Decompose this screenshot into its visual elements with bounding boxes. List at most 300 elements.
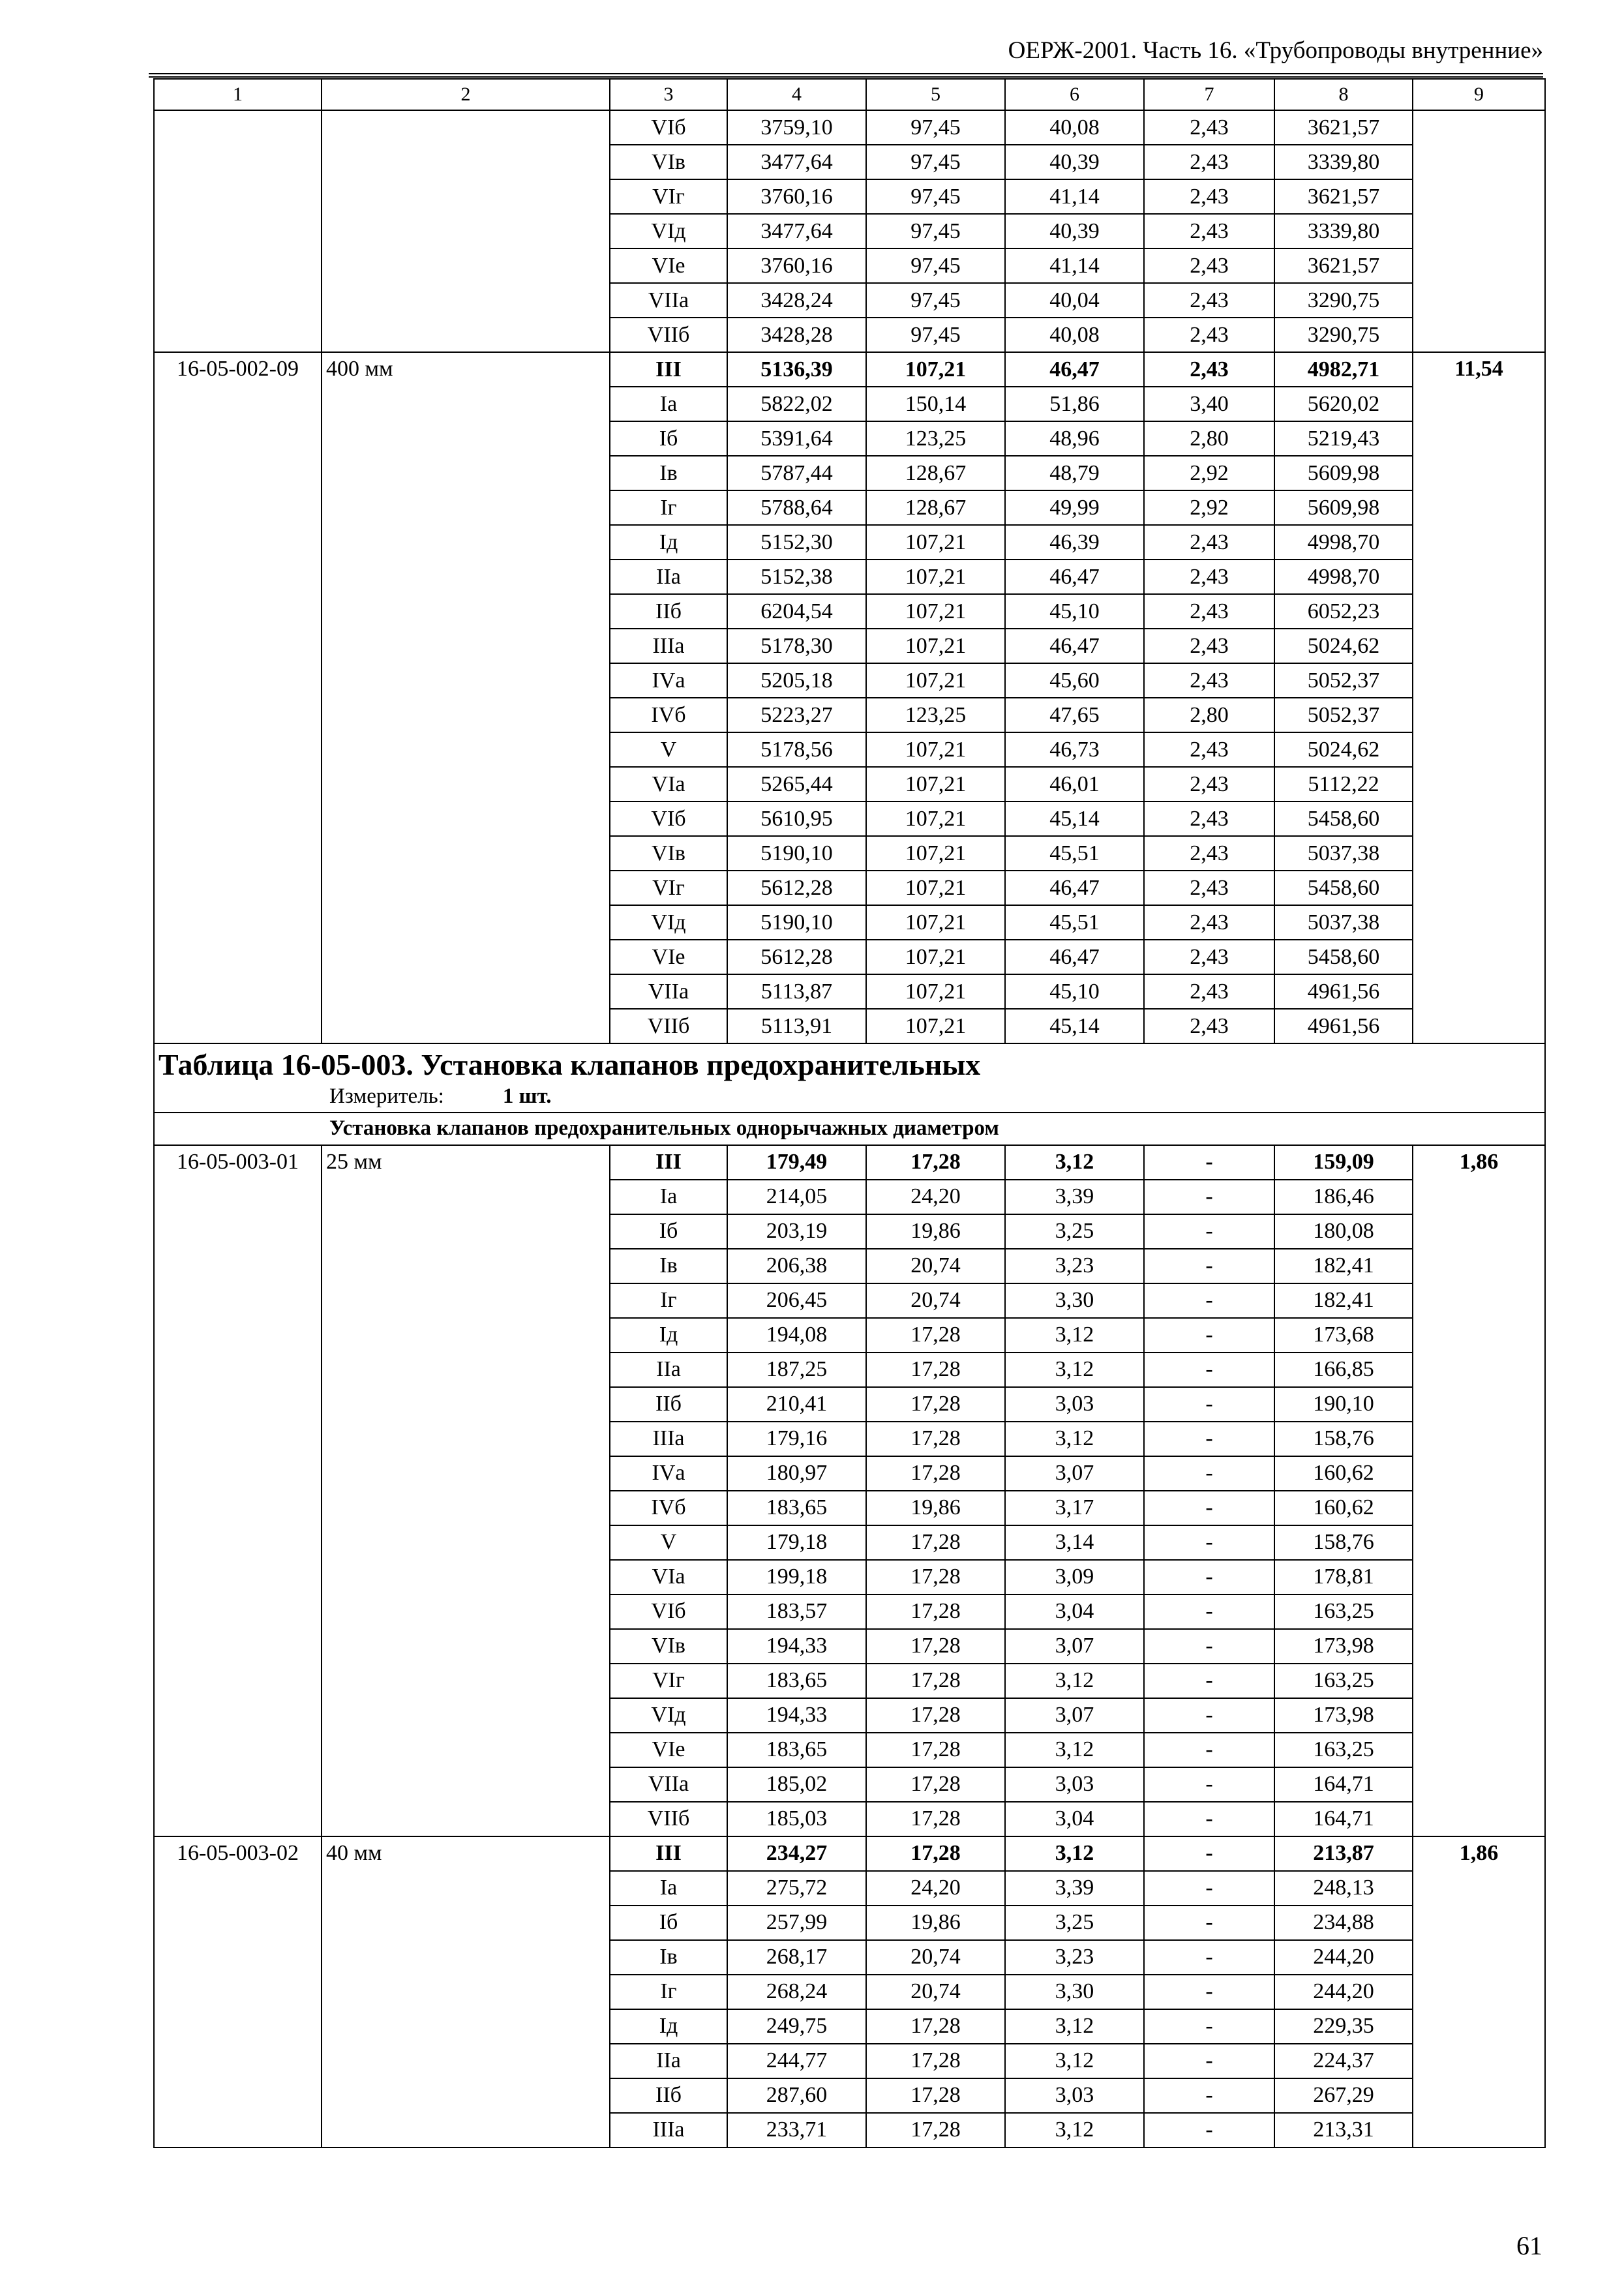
value-cell: 287,60 bbox=[727, 2078, 866, 2113]
value-cell: - bbox=[1144, 1594, 1274, 1629]
value-cell: 244,20 bbox=[1274, 1975, 1413, 2009]
value-cell: 233,71 bbox=[727, 2113, 866, 2147]
value-cell: 2,43 bbox=[1144, 871, 1274, 905]
value-cell: 19,86 bbox=[866, 1214, 1005, 1249]
value-cell: 183,57 bbox=[727, 1594, 866, 1629]
value-cell: - bbox=[1144, 1871, 1274, 1906]
value-cell: 3,17 bbox=[1005, 1491, 1144, 1525]
value-cell: 107,21 bbox=[866, 905, 1005, 940]
value-cell: 5265,44 bbox=[727, 767, 866, 801]
value-cell: 46,47 bbox=[1005, 871, 1144, 905]
value-cell: 5178,56 bbox=[727, 732, 866, 767]
value-cell: 17,28 bbox=[866, 1422, 1005, 1456]
value-cell: 45,10 bbox=[1005, 594, 1144, 629]
measure-label: Измеритель: bbox=[329, 1084, 444, 1108]
value-cell: 229,35 bbox=[1274, 2009, 1413, 2044]
value-cell: 5612,28 bbox=[727, 871, 866, 905]
value-cell: - bbox=[1144, 1560, 1274, 1594]
value-cell: 107,21 bbox=[866, 836, 1005, 871]
value-cell: 3,12 bbox=[1005, 2044, 1144, 2078]
value-cell: 46,47 bbox=[1005, 560, 1144, 594]
zone-cell: VIIб bbox=[610, 1009, 727, 1043]
value-cell: 40,08 bbox=[1005, 110, 1144, 145]
value-cell: 107,21 bbox=[866, 871, 1005, 905]
column-number: 7 bbox=[1144, 79, 1274, 110]
value-cell: 5458,60 bbox=[1274, 871, 1413, 905]
zone-cell: Iг bbox=[610, 490, 727, 525]
zone-cell: VIд bbox=[610, 214, 727, 248]
value-cell: 3,40 bbox=[1144, 387, 1274, 421]
value-cell: 234,88 bbox=[1274, 1906, 1413, 1940]
zone-cell: V bbox=[610, 732, 727, 767]
value-cell: 3,12 bbox=[1005, 1318, 1144, 1353]
value-cell: 4982,71 bbox=[1274, 352, 1413, 387]
value-cell: 17,28 bbox=[866, 1525, 1005, 1560]
value-cell: 128,67 bbox=[866, 490, 1005, 525]
value-cell: 179,16 bbox=[727, 1422, 866, 1456]
zone-cell: IVб bbox=[610, 1491, 727, 1525]
value-cell: 3,12 bbox=[1005, 1145, 1144, 1180]
zone-cell: VIа bbox=[610, 1560, 727, 1594]
value-cell: 2,43 bbox=[1144, 214, 1274, 248]
value-cell: 3,03 bbox=[1005, 2078, 1144, 2113]
zone-cell: IIIа bbox=[610, 629, 727, 663]
value-cell: 2,92 bbox=[1144, 456, 1274, 490]
value-cell: - bbox=[1144, 2009, 1274, 2044]
value-cell: 5219,43 bbox=[1274, 421, 1413, 456]
value-cell: 2,43 bbox=[1144, 560, 1274, 594]
value-cell: 3621,57 bbox=[1274, 248, 1413, 283]
zone-cell: VIе bbox=[610, 248, 727, 283]
value-cell: 186,46 bbox=[1274, 1180, 1413, 1214]
value-cell: 5205,18 bbox=[727, 663, 866, 698]
value-cell: 41,14 bbox=[1005, 248, 1144, 283]
value-cell: 40,39 bbox=[1005, 145, 1144, 179]
measure-value: 1 шт. bbox=[502, 1084, 552, 1108]
value-cell: 107,21 bbox=[866, 560, 1005, 594]
value-cell: 3428,24 bbox=[727, 283, 866, 318]
value-cell: 51,86 bbox=[1005, 387, 1144, 421]
zone-cell: VIв bbox=[610, 1629, 727, 1664]
value-cell: 107,21 bbox=[866, 1009, 1005, 1043]
value-cell: 5822,02 bbox=[727, 387, 866, 421]
value-cell: 107,21 bbox=[866, 732, 1005, 767]
value-cell: 182,41 bbox=[1274, 1283, 1413, 1318]
value-cell: 17,28 bbox=[866, 1318, 1005, 1353]
value-cell: - bbox=[1144, 1975, 1274, 2009]
page-header-title: ОЕРЖ-2001. Часть 16. «Трубопроводы внутренние» bbox=[1008, 37, 1543, 64]
value-cell: 2,43 bbox=[1144, 732, 1274, 767]
section-title: Таблица 16-05-003. Установка клапанов предохранительных bbox=[158, 1048, 981, 1081]
value-cell: 3,25 bbox=[1005, 1906, 1144, 1940]
labor-cost: 11,54 bbox=[1413, 352, 1545, 1043]
column-number: 8 bbox=[1274, 79, 1413, 110]
value-cell: - bbox=[1144, 1456, 1274, 1491]
zone-cell: IVб bbox=[610, 698, 727, 732]
zone-cell: Iд bbox=[610, 1318, 727, 1353]
column-number: 4 bbox=[727, 79, 866, 110]
zone-cell: VIд bbox=[610, 905, 727, 940]
labor-cost: 1,86 bbox=[1413, 1836, 1545, 2147]
zone-cell: III bbox=[610, 1836, 727, 1871]
zone-cell: VIг bbox=[610, 871, 727, 905]
value-cell: 3,39 bbox=[1005, 1871, 1144, 1906]
value-cell: 3,04 bbox=[1005, 1594, 1144, 1629]
zone-cell: IVа bbox=[610, 663, 727, 698]
value-cell: 275,72 bbox=[727, 1871, 866, 1906]
value-cell: 5223,27 bbox=[727, 698, 866, 732]
value-cell: 244,20 bbox=[1274, 1940, 1413, 1975]
value-cell: 244,77 bbox=[727, 2044, 866, 2078]
value-cell: 2,43 bbox=[1144, 663, 1274, 698]
value-cell: 5152,30 bbox=[727, 525, 866, 560]
value-cell: 194,33 bbox=[727, 1629, 866, 1664]
zone-cell: V bbox=[610, 1525, 727, 1560]
zone-cell: IIа bbox=[610, 2044, 727, 2078]
value-cell: - bbox=[1144, 1353, 1274, 1387]
value-cell: 4961,56 bbox=[1274, 1009, 1413, 1043]
value-cell: - bbox=[1144, 1733, 1274, 1767]
column-number: 6 bbox=[1005, 79, 1144, 110]
value-cell: - bbox=[1144, 2044, 1274, 2078]
value-cell: 5391,64 bbox=[727, 421, 866, 456]
value-cell: 97,45 bbox=[866, 248, 1005, 283]
value-cell: - bbox=[1144, 1664, 1274, 1698]
value-cell: 41,14 bbox=[1005, 179, 1144, 214]
value-cell: 17,28 bbox=[866, 1353, 1005, 1387]
value-cell: 2,43 bbox=[1144, 248, 1274, 283]
value-cell: 203,19 bbox=[727, 1214, 866, 1249]
value-cell: 3,39 bbox=[1005, 1180, 1144, 1214]
value-cell: 150,14 bbox=[866, 387, 1005, 421]
value-cell: 2,80 bbox=[1144, 698, 1274, 732]
value-cell: 213,87 bbox=[1274, 1836, 1413, 1871]
value-cell: 268,17 bbox=[727, 1940, 866, 1975]
value-cell: 2,43 bbox=[1144, 767, 1274, 801]
value-cell: 2,43 bbox=[1144, 801, 1274, 836]
value-cell: 107,21 bbox=[866, 974, 1005, 1009]
value-cell: 3,12 bbox=[1005, 1733, 1144, 1767]
value-cell: 5190,10 bbox=[727, 905, 866, 940]
zone-cell: Iв bbox=[610, 1249, 727, 1283]
value-cell: 20,74 bbox=[866, 1940, 1005, 1975]
zone-cell: Iб bbox=[610, 1214, 727, 1249]
value-cell: 3,03 bbox=[1005, 1767, 1144, 1802]
value-cell: 3760,16 bbox=[727, 248, 866, 283]
value-cell: 173,68 bbox=[1274, 1318, 1413, 1353]
subheading-row bbox=[154, 1113, 1545, 1145]
zone-cell: III bbox=[610, 1145, 727, 1180]
zone-cell: VIIа bbox=[610, 283, 727, 318]
zone-cell: Iг bbox=[610, 1975, 727, 2009]
value-cell: 107,21 bbox=[866, 767, 1005, 801]
value-cell: 163,25 bbox=[1274, 1664, 1413, 1698]
value-cell: 3,12 bbox=[1005, 2113, 1144, 2147]
section-title-cell bbox=[154, 1043, 1545, 1113]
value-cell: 5788,64 bbox=[727, 490, 866, 525]
value-cell: 2,43 bbox=[1144, 179, 1274, 214]
value-cell: 268,24 bbox=[727, 1975, 866, 2009]
value-cell: 178,81 bbox=[1274, 1560, 1413, 1594]
value-cell: 5610,95 bbox=[727, 801, 866, 836]
value-cell: 249,75 bbox=[727, 2009, 866, 2044]
column-number-row bbox=[154, 79, 1545, 110]
item-code: 16-05-002-09 bbox=[154, 352, 322, 1043]
value-cell: - bbox=[1144, 1283, 1274, 1318]
value-cell: 45,60 bbox=[1005, 663, 1144, 698]
zone-cell: VIг bbox=[610, 179, 727, 214]
value-cell: 46,47 bbox=[1005, 629, 1144, 663]
value-cell: - bbox=[1144, 1249, 1274, 1283]
value-cell: 45,14 bbox=[1005, 801, 1144, 836]
item-code: 16-05-003-02 bbox=[154, 1836, 322, 2147]
value-cell: 3,30 bbox=[1005, 1283, 1144, 1318]
value-cell: 97,45 bbox=[866, 145, 1005, 179]
value-cell: 206,45 bbox=[727, 1283, 866, 1318]
value-cell: 6204,54 bbox=[727, 594, 866, 629]
name-cell bbox=[322, 110, 610, 352]
value-cell: 17,28 bbox=[866, 1456, 1005, 1491]
value-cell: 3621,57 bbox=[1274, 110, 1413, 145]
value-cell: 17,28 bbox=[866, 1629, 1005, 1664]
value-cell: 17,28 bbox=[866, 2113, 1005, 2147]
value-cell: - bbox=[1144, 1491, 1274, 1525]
header-rule bbox=[149, 73, 1543, 78]
zone-cell: VIе bbox=[610, 1733, 727, 1767]
zone-cell: III bbox=[610, 352, 727, 387]
value-cell: 17,28 bbox=[866, 2078, 1005, 2113]
value-cell: 179,49 bbox=[727, 1145, 866, 1180]
value-cell: 17,28 bbox=[866, 1733, 1005, 1767]
value-cell: 3,25 bbox=[1005, 1214, 1144, 1249]
value-cell: 173,98 bbox=[1274, 1698, 1413, 1733]
zone-cell: VIа bbox=[610, 767, 727, 801]
zone-cell: VIв bbox=[610, 836, 727, 871]
value-cell: 194,08 bbox=[727, 1318, 866, 1353]
value-cell: 5620,02 bbox=[1274, 387, 1413, 421]
value-cell: 2,43 bbox=[1144, 352, 1274, 387]
value-cell: 214,05 bbox=[727, 1180, 866, 1214]
column-number: 2 bbox=[322, 79, 610, 110]
value-cell: - bbox=[1144, 1629, 1274, 1664]
value-cell: 159,09 bbox=[1274, 1145, 1413, 1180]
value-cell: 2,80 bbox=[1144, 421, 1274, 456]
value-cell: 5178,30 bbox=[727, 629, 866, 663]
value-cell: 180,97 bbox=[727, 1456, 866, 1491]
value-cell: - bbox=[1144, 1318, 1274, 1353]
value-cell: 163,25 bbox=[1274, 1594, 1413, 1629]
item-name: 25 мм bbox=[322, 1145, 610, 1836]
value-cell: 3428,28 bbox=[727, 318, 866, 352]
value-cell: 187,25 bbox=[727, 1353, 866, 1387]
value-cell: 45,51 bbox=[1005, 836, 1144, 871]
value-cell: 45,10 bbox=[1005, 974, 1144, 1009]
zone-cell: Iв bbox=[610, 456, 727, 490]
value-cell: 234,27 bbox=[727, 1836, 866, 1871]
value-cell: 213,31 bbox=[1274, 2113, 1413, 2147]
value-cell: 47,65 bbox=[1005, 698, 1144, 732]
value-cell: 3,14 bbox=[1005, 1525, 1144, 1560]
zone-cell: IIа bbox=[610, 560, 727, 594]
value-cell: - bbox=[1144, 1802, 1274, 1836]
value-cell: 49,99 bbox=[1005, 490, 1144, 525]
zone-cell: IIб bbox=[610, 1387, 727, 1422]
value-cell: - bbox=[1144, 1145, 1274, 1180]
labor-cost: 1,86 bbox=[1413, 1145, 1545, 1836]
value-cell: 128,67 bbox=[866, 456, 1005, 490]
value-cell: 17,28 bbox=[866, 1664, 1005, 1698]
subheading: Установка клапанов предохранительных однорычажных диаметром bbox=[154, 1113, 1545, 1145]
value-cell: 107,21 bbox=[866, 801, 1005, 836]
value-cell: 224,37 bbox=[1274, 2044, 1413, 2078]
value-cell: 46,01 bbox=[1005, 767, 1144, 801]
value-cell: 2,43 bbox=[1144, 145, 1274, 179]
value-cell: 17,28 bbox=[866, 2044, 1005, 2078]
value-cell: 5190,10 bbox=[727, 836, 866, 871]
value-cell: 3339,80 bbox=[1274, 214, 1413, 248]
value-cell: 3,23 bbox=[1005, 1249, 1144, 1283]
value-cell: 2,43 bbox=[1144, 629, 1274, 663]
value-cell: 48,96 bbox=[1005, 421, 1144, 456]
value-cell: 5052,37 bbox=[1274, 663, 1413, 698]
table-row bbox=[154, 110, 1545, 145]
value-cell: 160,62 bbox=[1274, 1456, 1413, 1491]
value-cell: 183,65 bbox=[727, 1491, 866, 1525]
labor-cell bbox=[1413, 110, 1545, 352]
value-cell: 5024,62 bbox=[1274, 629, 1413, 663]
value-cell: 17,28 bbox=[866, 1594, 1005, 1629]
value-cell: 3,12 bbox=[1005, 1836, 1144, 1871]
value-cell: - bbox=[1144, 1906, 1274, 1940]
value-cell: - bbox=[1144, 1767, 1274, 1802]
value-cell: 5112,22 bbox=[1274, 767, 1413, 801]
value-cell: 3,09 bbox=[1005, 1560, 1144, 1594]
value-cell: 3,12 bbox=[1005, 1422, 1144, 1456]
rates-table-body bbox=[154, 79, 1545, 2147]
zone-cell: VIIа bbox=[610, 1767, 727, 1802]
value-cell: 183,65 bbox=[727, 1733, 866, 1767]
value-cell: 3,23 bbox=[1005, 1940, 1144, 1975]
item-name: 40 мм bbox=[322, 1836, 610, 2147]
zone-cell: Iв bbox=[610, 1940, 727, 1975]
zone-cell: Iг bbox=[610, 1283, 727, 1318]
value-cell: 40,39 bbox=[1005, 214, 1144, 248]
value-cell: - bbox=[1144, 1387, 1274, 1422]
value-cell: 183,65 bbox=[727, 1664, 866, 1698]
value-cell: 2,43 bbox=[1144, 283, 1274, 318]
value-cell: 3290,75 bbox=[1274, 283, 1413, 318]
value-cell: 5787,44 bbox=[727, 456, 866, 490]
value-cell: 2,43 bbox=[1144, 110, 1274, 145]
measure-line bbox=[158, 1083, 1541, 1112]
zone-cell: VIд bbox=[610, 1698, 727, 1733]
value-cell: 3760,16 bbox=[727, 179, 866, 214]
zone-cell: Iа bbox=[610, 1871, 727, 1906]
value-cell: 3339,80 bbox=[1274, 145, 1413, 179]
value-cell: 17,28 bbox=[866, 1560, 1005, 1594]
value-cell: 160,62 bbox=[1274, 1491, 1413, 1525]
value-cell: 46,73 bbox=[1005, 732, 1144, 767]
value-cell: 97,45 bbox=[866, 214, 1005, 248]
value-cell: 4998,70 bbox=[1274, 525, 1413, 560]
value-cell: 107,21 bbox=[866, 594, 1005, 629]
value-cell: - bbox=[1144, 1525, 1274, 1560]
value-cell: - bbox=[1144, 2113, 1274, 2147]
value-cell: 17,28 bbox=[866, 1767, 1005, 1802]
value-cell: 5152,38 bbox=[727, 560, 866, 594]
value-cell: 3,07 bbox=[1005, 1456, 1144, 1491]
value-cell: 3759,10 bbox=[727, 110, 866, 145]
column-number: 3 bbox=[610, 79, 727, 110]
zone-cell: VIб bbox=[610, 1594, 727, 1629]
value-cell: 5612,28 bbox=[727, 940, 866, 974]
value-cell: 5136,39 bbox=[727, 352, 866, 387]
item-code: 16-05-003-01 bbox=[154, 1145, 322, 1836]
value-cell: 123,25 bbox=[866, 698, 1005, 732]
value-cell: 2,43 bbox=[1144, 1009, 1274, 1043]
table-row bbox=[154, 1145, 1545, 1180]
zone-cell: VIв bbox=[610, 145, 727, 179]
value-cell: 17,28 bbox=[866, 1145, 1005, 1180]
value-cell: - bbox=[1144, 2078, 1274, 2113]
value-cell: 19,86 bbox=[866, 1491, 1005, 1525]
value-cell: 3,12 bbox=[1005, 1664, 1144, 1698]
value-cell: 3290,75 bbox=[1274, 318, 1413, 352]
value-cell: 163,25 bbox=[1274, 1733, 1413, 1767]
value-cell: 5113,91 bbox=[727, 1009, 866, 1043]
value-cell: 3,12 bbox=[1005, 1353, 1144, 1387]
value-cell: 5024,62 bbox=[1274, 732, 1413, 767]
value-cell: 17,28 bbox=[866, 2009, 1005, 2044]
value-cell: 45,51 bbox=[1005, 905, 1144, 940]
value-cell: 17,28 bbox=[866, 1836, 1005, 1871]
section-title-row bbox=[154, 1043, 1545, 1113]
value-cell: 5609,98 bbox=[1274, 490, 1413, 525]
value-cell: 4998,70 bbox=[1274, 560, 1413, 594]
zone-cell: Iа bbox=[610, 387, 727, 421]
zone-cell: VIе bbox=[610, 940, 727, 974]
value-cell: 185,02 bbox=[727, 1767, 866, 1802]
value-cell: 97,45 bbox=[866, 179, 1005, 214]
value-cell: 107,21 bbox=[866, 663, 1005, 698]
value-cell: 19,86 bbox=[866, 1906, 1005, 1940]
value-cell: 17,28 bbox=[866, 1802, 1005, 1836]
zone-cell: IIа bbox=[610, 1353, 727, 1387]
value-cell: 179,18 bbox=[727, 1525, 866, 1560]
zone-cell: VIг bbox=[610, 1664, 727, 1698]
zone-cell: Iд bbox=[610, 2009, 727, 2044]
value-cell: 46,47 bbox=[1005, 352, 1144, 387]
zone-cell: VIIа bbox=[610, 974, 727, 1009]
value-cell: 182,41 bbox=[1274, 1249, 1413, 1283]
column-number: 5 bbox=[866, 79, 1005, 110]
value-cell: 5052,37 bbox=[1274, 698, 1413, 732]
value-cell: 206,38 bbox=[727, 1249, 866, 1283]
zone-cell: IIб bbox=[610, 2078, 727, 2113]
value-cell: 40,04 bbox=[1005, 283, 1144, 318]
value-cell: 3,07 bbox=[1005, 1698, 1144, 1733]
rates-table bbox=[153, 78, 1546, 2148]
value-cell: 5458,60 bbox=[1274, 940, 1413, 974]
value-cell: 17,28 bbox=[866, 1387, 1005, 1422]
value-cell: 2,43 bbox=[1144, 940, 1274, 974]
value-cell: 20,74 bbox=[866, 1975, 1005, 2009]
zone-cell: VIб bbox=[610, 110, 727, 145]
value-cell: 185,03 bbox=[727, 1802, 866, 1836]
value-cell: 199,18 bbox=[727, 1560, 866, 1594]
value-cell: 2,43 bbox=[1144, 836, 1274, 871]
value-cell: 5113,87 bbox=[727, 974, 866, 1009]
